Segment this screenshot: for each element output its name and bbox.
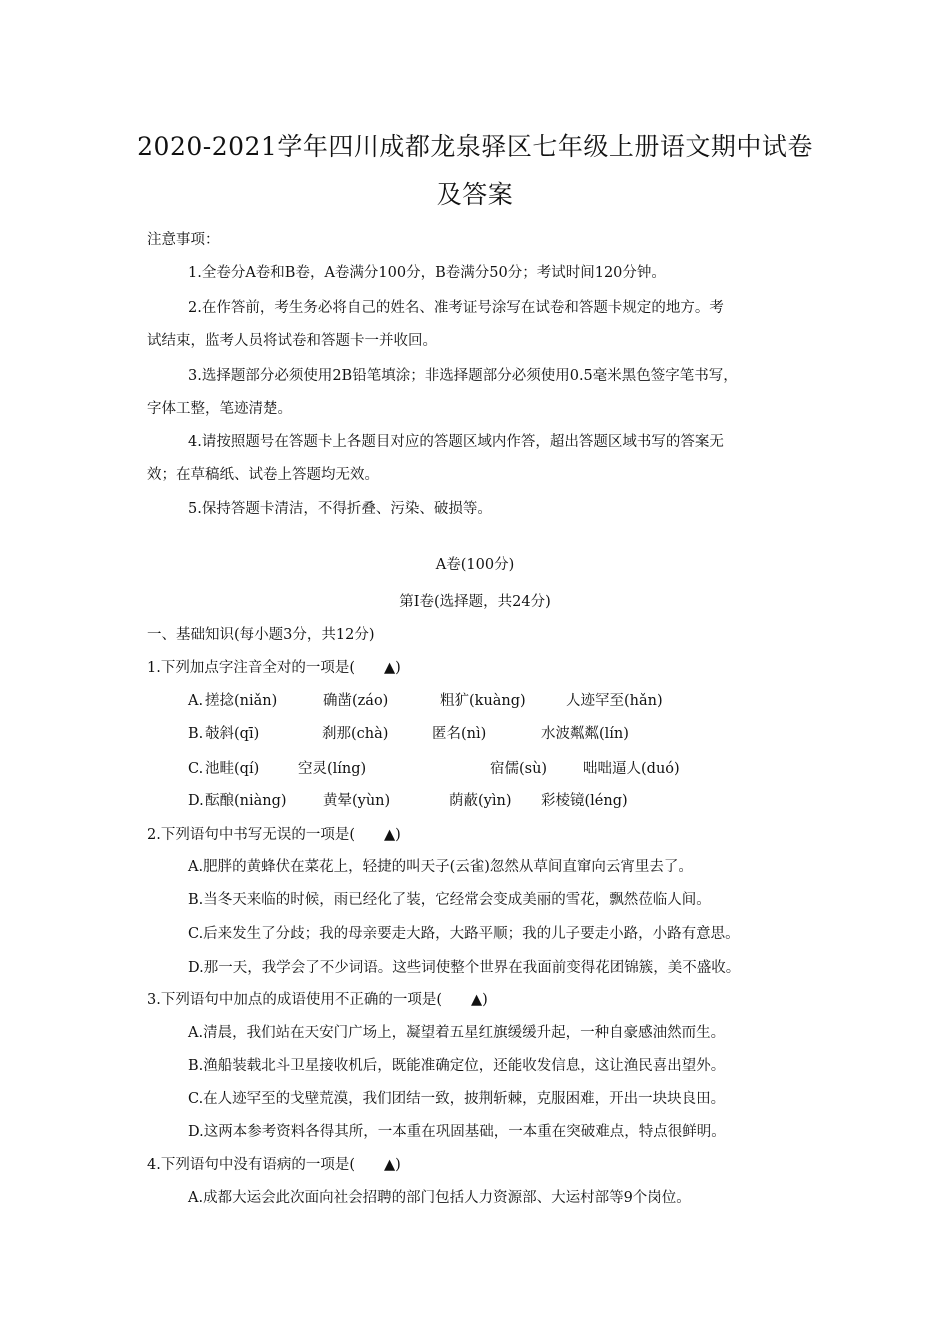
option-item: 宿儒(sù) — [490, 761, 548, 777]
option-item: 攲斜(qī) — [205, 726, 260, 742]
option-label: A. — [188, 693, 204, 709]
option-item: 刹那(chà) — [322, 726, 389, 742]
question-2-option-b: B.当冬天来临的时候，雨已经化了装，它经常会变成美丽的雪花，飘然莅临人间。 — [188, 892, 711, 908]
option-item: 匿名(nì) — [432, 726, 487, 742]
notice-item-2: 2.在作答前，考生务必将自己的姓名、准考证号涂写在试卷和答题卡规定的地方。考 — [188, 300, 724, 316]
question-3-option-d: D.这两本参考资料各得其所，一本重在巩固基础，一本重在突破难点，特点很鲜明。 — [188, 1124, 726, 1140]
option-item: 水波粼粼(lín) — [541, 726, 629, 742]
option-item: 粗犷(kuàng) — [440, 693, 526, 709]
question-3-option-a: A.清晨，我们站在天安门广场上，凝望着五星红旗缓缓升起，一种自豪感油然而生。 — [188, 1025, 726, 1041]
part-heading: 第Ⅰ卷(选择题，共24分) — [399, 594, 551, 610]
notice-heading: 注意事项： — [147, 232, 220, 248]
question-3-stem: 3.下列语句中加点的成语使用不正确的一项是( ▲) — [147, 992, 488, 1008]
option-item: 池畦(qí) — [205, 761, 260, 777]
option-item: 确凿(záo) — [323, 693, 389, 709]
section-heading: 一、基础知识(每小题3分，共12分) — [147, 627, 375, 643]
notice-item-3: 3.选择题部分必须使用2B铅笔填涂；非选择题部分必须使用0.5毫米黑色签字笔书写， — [188, 368, 738, 384]
question-2-stem: 2.下列语句中书写无误的一项是( ▲) — [147, 827, 401, 843]
document-title-line1: 2020-2021学年四川成都龙泉驿区七年级上册语文期中试卷 — [137, 132, 813, 161]
notice-item-4-cont: 效；在草稿纸、试卷上答题均无效。 — [147, 467, 379, 483]
question-4-option-a: A.成都大运会此次面向社会招聘的部门包括人力资源部、大运村部等9个岗位。 — [188, 1190, 691, 1206]
question-1-stem: 1.下列加点字注音全对的一项是( ▲) — [147, 660, 401, 676]
option-item: 咄咄逼人(duó) — [583, 761, 680, 777]
option-item: 荫蔽(yìn) — [449, 793, 512, 809]
question-3-option-b: B.渔船装载北斗卫星接收机后，既能准确定位，还能收发信息，这让渔民喜出望外。 — [188, 1058, 726, 1074]
option-item: 酝酿(niàng) — [205, 793, 287, 809]
notice-item-3-cont: 字体工整，笔迹清楚。 — [147, 401, 292, 417]
notice-item-2-cont: 试结束，监考人员将试卷和答题卡一并收回。 — [147, 333, 437, 349]
option-item: 人迹罕至(hǎn) — [566, 693, 663, 709]
option-item: 空灵(líng) — [298, 761, 367, 777]
question-2-option-d: D.那一天，我学会了不少词语。这些词使整个世界在我面前变得花团锦簇，美不盛收。 — [188, 960, 741, 976]
option-item: 搓捻(niǎn) — [205, 693, 278, 709]
document-title-line2: 及答案 — [436, 180, 514, 209]
option-label: C. — [188, 761, 204, 777]
option-label: D. — [188, 793, 204, 809]
question-3-option-c: C.在人迹罕至的戈壁荒漠，我们团结一致，披荆斩棘，克服困难，开出一块块良田。 — [188, 1091, 726, 1107]
option-item: 黄晕(yùn) — [323, 793, 391, 809]
notice-item-5: 5.保持答题卡清洁，不得折叠、污染、破损等。 — [188, 501, 492, 517]
volume-heading: A卷(100分) — [435, 557, 515, 573]
notice-item-1: 1.全卷分A卷和B卷，A卷满分100分，B卷满分50分；考试时间120分钟。 — [188, 265, 666, 281]
option-item: 彩棱镜(léng) — [541, 793, 628, 809]
question-2-option-c: C.后来发生了分歧；我的母亲要走大路，大路平顺；我的儿子要走小路，小路有意思。 — [188, 926, 740, 942]
question-2-option-a: A.肥胖的黄蜂伏在菜花上，轻捷的叫天子(云雀)忽然从草间直窜向云宵里去了。 — [188, 859, 693, 875]
notice-item-4: 4.请按照题号在答题卡上各题目对应的答题区域内作答，超出答题区域书写的答案无 — [188, 434, 724, 450]
option-label: B. — [188, 726, 204, 742]
question-4-stem: 4.下列语句中没有语病的一项是( ▲) — [147, 1157, 401, 1173]
